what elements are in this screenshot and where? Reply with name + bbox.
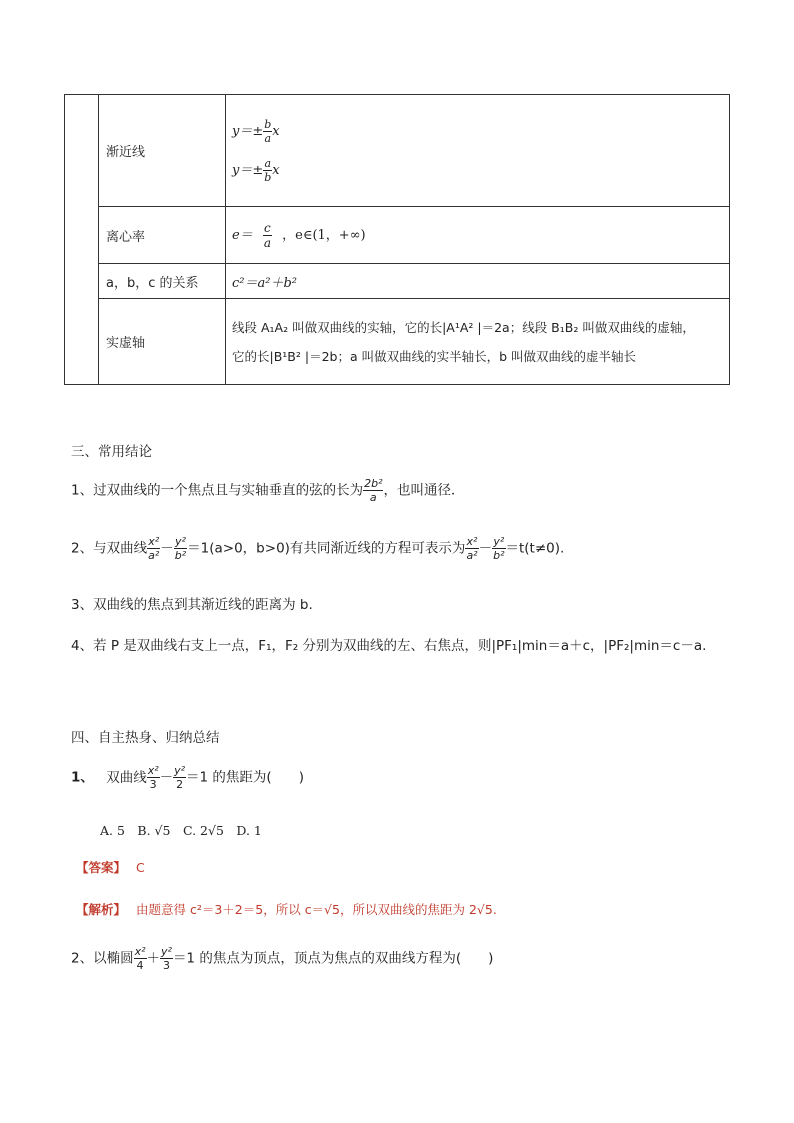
question-1-options: A. 5 B. √5 C. 2√5 D. 1 (100, 823, 262, 838)
table-row (65, 95, 730, 207)
section-heading: 四、自主热身、归纳总结 (71, 730, 220, 746)
table-row (65, 264, 730, 299)
conclusion-3: 3、双曲线的焦点到其渐近线的距离为 b. (71, 597, 313, 613)
eccentricity-formula: e＝ $\frac{c}{a}$ ，e∈(1，+∞) (226, 207, 730, 264)
conclusion-1: 1、过双曲线的一个焦点且与实轴垂直的弦的长为 $\frac{\text{2b²}}{a}$ ，也叫通径． (71, 477, 465, 504)
question-1: 1、 双曲线 $\frac{\text{x²}}{3}$ － $\frac{\text{y²}}{2}$ ＝1 的焦距为( ) (71, 764, 304, 791)
question-2: 2、以椭圆 $\frac{\text{x²}}{4}$ ＋ $\frac{\text{y²}}{3}$ ＝1 的焦点为顶点，顶点为焦点的双曲线方程为( ) (71, 945, 494, 972)
merged-side-cell (65, 95, 99, 385)
row-label: 离心率 (99, 207, 226, 264)
row-label: 实虚轴 (99, 299, 226, 385)
table-row (65, 299, 730, 385)
axes-description: 线段 A₁A₂ 叫做双曲线的实轴，它的长|A¹A² |＝2a；线段 B₁B₂ 叫做双曲线的虚轴， 它的长|B¹B² |＝2b；a 叫做双曲线的实半轴长，b 叫做双曲线的虚半轴长 (226, 299, 730, 385)
analysis: 【解析】 由题意得 c²＝3＋2＝5，所以 c＝√5，所以双曲线的焦距为 2√5. (76, 902, 497, 917)
row-label: 渐近线 (99, 95, 226, 207)
asymptote-formulas (226, 95, 730, 207)
asymptote-formula-1: y＝± $\frac{b}{a}$ x (232, 117, 280, 145)
table-row (65, 207, 730, 264)
conclusion-2: 2、与双曲线 $\frac{\text{x²}}{\text{a²}}$ － $\frac{\text{y²}}{\text{b²}}$ ＝1(a>0，b>0)有共同渐近线的方程可表示为 $\frac{\text{x²}}{\text{a²}}$ － $\frac{\text{y²}}{\text{b²}}$ ＝t(t≠0). (71, 535, 565, 562)
asymptote-formula-2: y＝± $\frac{a}{b}$ x (232, 156, 280, 184)
hyperbola-properties-table (64, 94, 730, 385)
section-heading: 三、常用结论 (71, 444, 152, 460)
conclusion-4: 4、若 P 是双曲线右支上一点，F₁，F₂ 分别为双曲线的左、右焦点，则|PF₁|min＝a＋c，|PF₂|min＝c－a. (71, 638, 707, 654)
row-label: a，b，c 的关系 (99, 264, 226, 299)
answer: 【答案】 C (76, 860, 145, 875)
abc-relation: c²＝a²＋b² (226, 264, 730, 299)
